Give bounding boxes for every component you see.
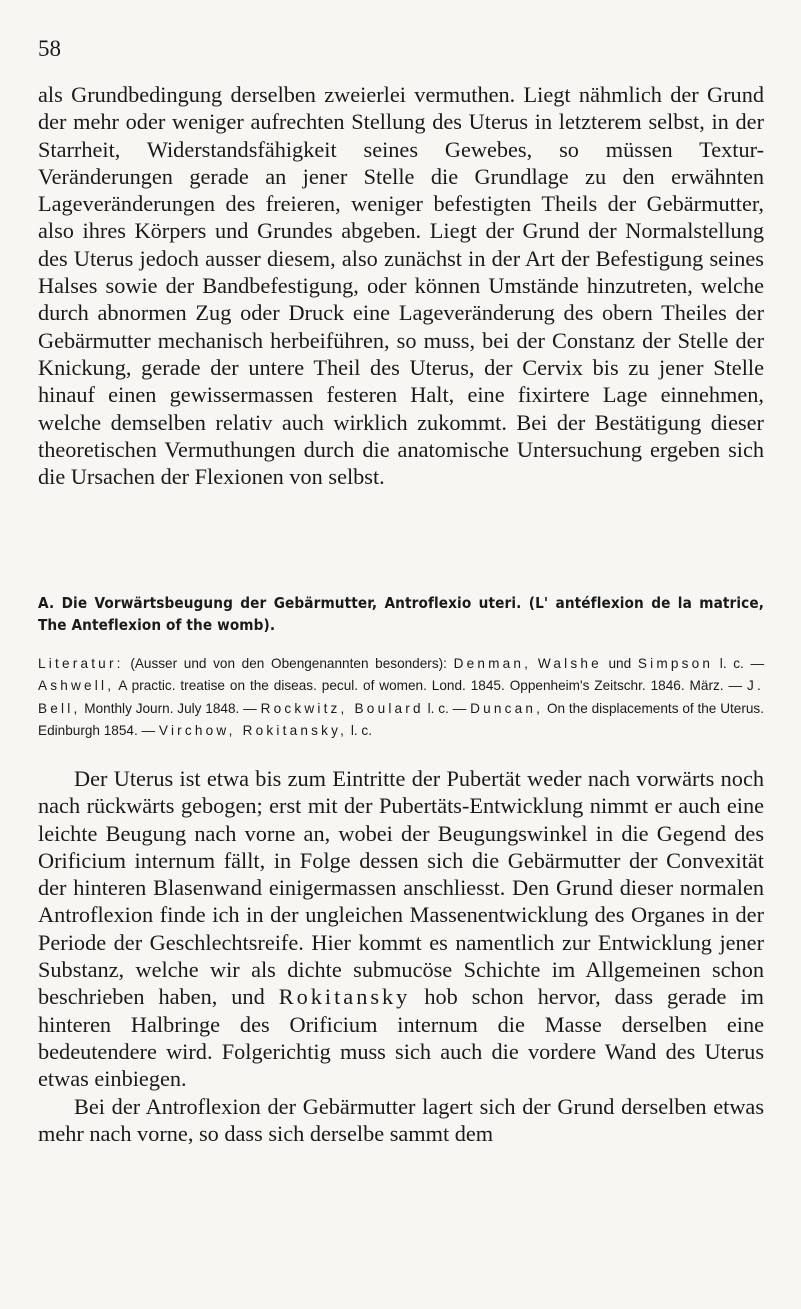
paragraph-2 xyxy=(38,765,764,1093)
literature-author: Simpson xyxy=(637,656,714,671)
literature-text: l. c. xyxy=(350,722,373,738)
literature-text: On the displacements of the Uterus. Edinburgh 1854. — xyxy=(38,700,765,738)
section-heading-label: A. xyxy=(38,594,55,612)
literature-author: J. Bell, xyxy=(38,678,764,716)
page-number: 58 xyxy=(38,36,61,61)
literature-text: Monthly Journ. July 1848. — xyxy=(84,700,257,716)
author-name: Rokitansky xyxy=(278,984,411,1010)
literature-author: Duncan, xyxy=(470,700,544,716)
paragraph-2-part-1: Der Uterus ist etwa bis zum Eintritte der Pubertät weder nach vorwärts noch nach rückwärts gebogen; erst mit der Pubertäts-Entwicklung nimmt er auch eine leichte Beugung nach vorne an, wobei der Beugungswinkel in die Gegend des Orificium internum fällt, in Folge dessen sich die Gebärmutter der Convexität der hinteren Blasenwand einigermassen anschliesst. Den Grund dieser normalen Antroflexion finde ich in der ungleichen Massenentwicklung des Organes in der Periode der Geschlechtsreife. Hier kommt es namentlich zur Entwicklung jener Substanz, welche wir als dichte submucöse Schichte im Allgemeinen schon beschrieben haben, und xyxy=(38,766,764,1010)
main-text xyxy=(38,765,764,1147)
section-heading xyxy=(38,592,764,636)
literature-text: l. c. — xyxy=(427,700,467,716)
literature-author: Virchow, Rokitansky, xyxy=(158,722,348,738)
section-heading-title: Die Vorwärtsbeugung der Gebärmutter, Antroflexio uteri. (L' antéflexion de la matrice, The Anteflexion of the womb). xyxy=(38,594,764,634)
literature-author: Walshe xyxy=(537,656,602,671)
literature-intro: (Ausser und von den Obengenannten besonders): xyxy=(130,656,447,671)
paragraph-3: Bei der Antroflexion der Gebärmutter lagert sich der Grund derselben etwas mehr nach vorne, so dass sich derselbe sammt dem xyxy=(38,1093,764,1146)
literature-block xyxy=(38,653,764,742)
literature-author: Denman, xyxy=(453,656,532,671)
paragraph-2-part-2: hob schon hervor, dass gerade im hinteren Halbringe des Orificium internum die Masse derselben eine bedeutendere wird. Folgerichtig muss sich auch die vordere Wand des Uterus etwas einbiegen. xyxy=(38,984,764,1092)
paragraph-1: als Grundbedingung derselben zweierlei vermuthen. Liegt nähmlich der Grund der mehr oder weniger aufrechten Stellung des Uterus in letzterem selbst, in der Starrheit, Widerstandsfähigkeit seines Gewebes, so müssen Textur-Veränderungen gerade an jener Stelle die Grundlage zu den erwähnten Lageveränderungen des freieren, weniger befestigten Theils der Gebärmutter, also ihres Körpers und Grundes abgeben. Liegt der Grund der Normalstellung des Uterus jedoch ausser diesem, also zunächst in der Art der Befestigung seines Halses sowie der Bandbefestigung, oder können Umstände hinzutreten, welche durch abnormen Zug oder Druck eine Lageveränderung des obern Theiles der Gebärmutter mechanisch herbeiführen, so muss, bei der Constanz der Stelle der Knickung, gerade der untere Theil des Uterus, der Cervix bis zu jener Stelle hinauf einen gewissermassen festeren Halt, eine fixirtere Lage einnehmen, welche demselben relativ auch wirklich zukommt. Bei der Bestätigung dieser theoretischen Vermuthungen durch die anatomische Untersuchung ergeben sich die Ursachen der Flexionen von selbst. xyxy=(38,82,764,490)
literature-author: Ashwell, xyxy=(38,678,115,694)
literature-author: Rockwitz, Boulard xyxy=(260,700,424,716)
paragraph-continuation xyxy=(38,81,764,490)
literature-label: Literatur: xyxy=(38,656,124,671)
literature-text: A practic. treatise on the diseas. pecul. of women. Lond. 1845. Oppenheim's Zeitschr. 1846. März. — xyxy=(118,678,743,694)
literature-text: und xyxy=(608,656,632,671)
literature-text: l. c. — xyxy=(719,656,765,671)
